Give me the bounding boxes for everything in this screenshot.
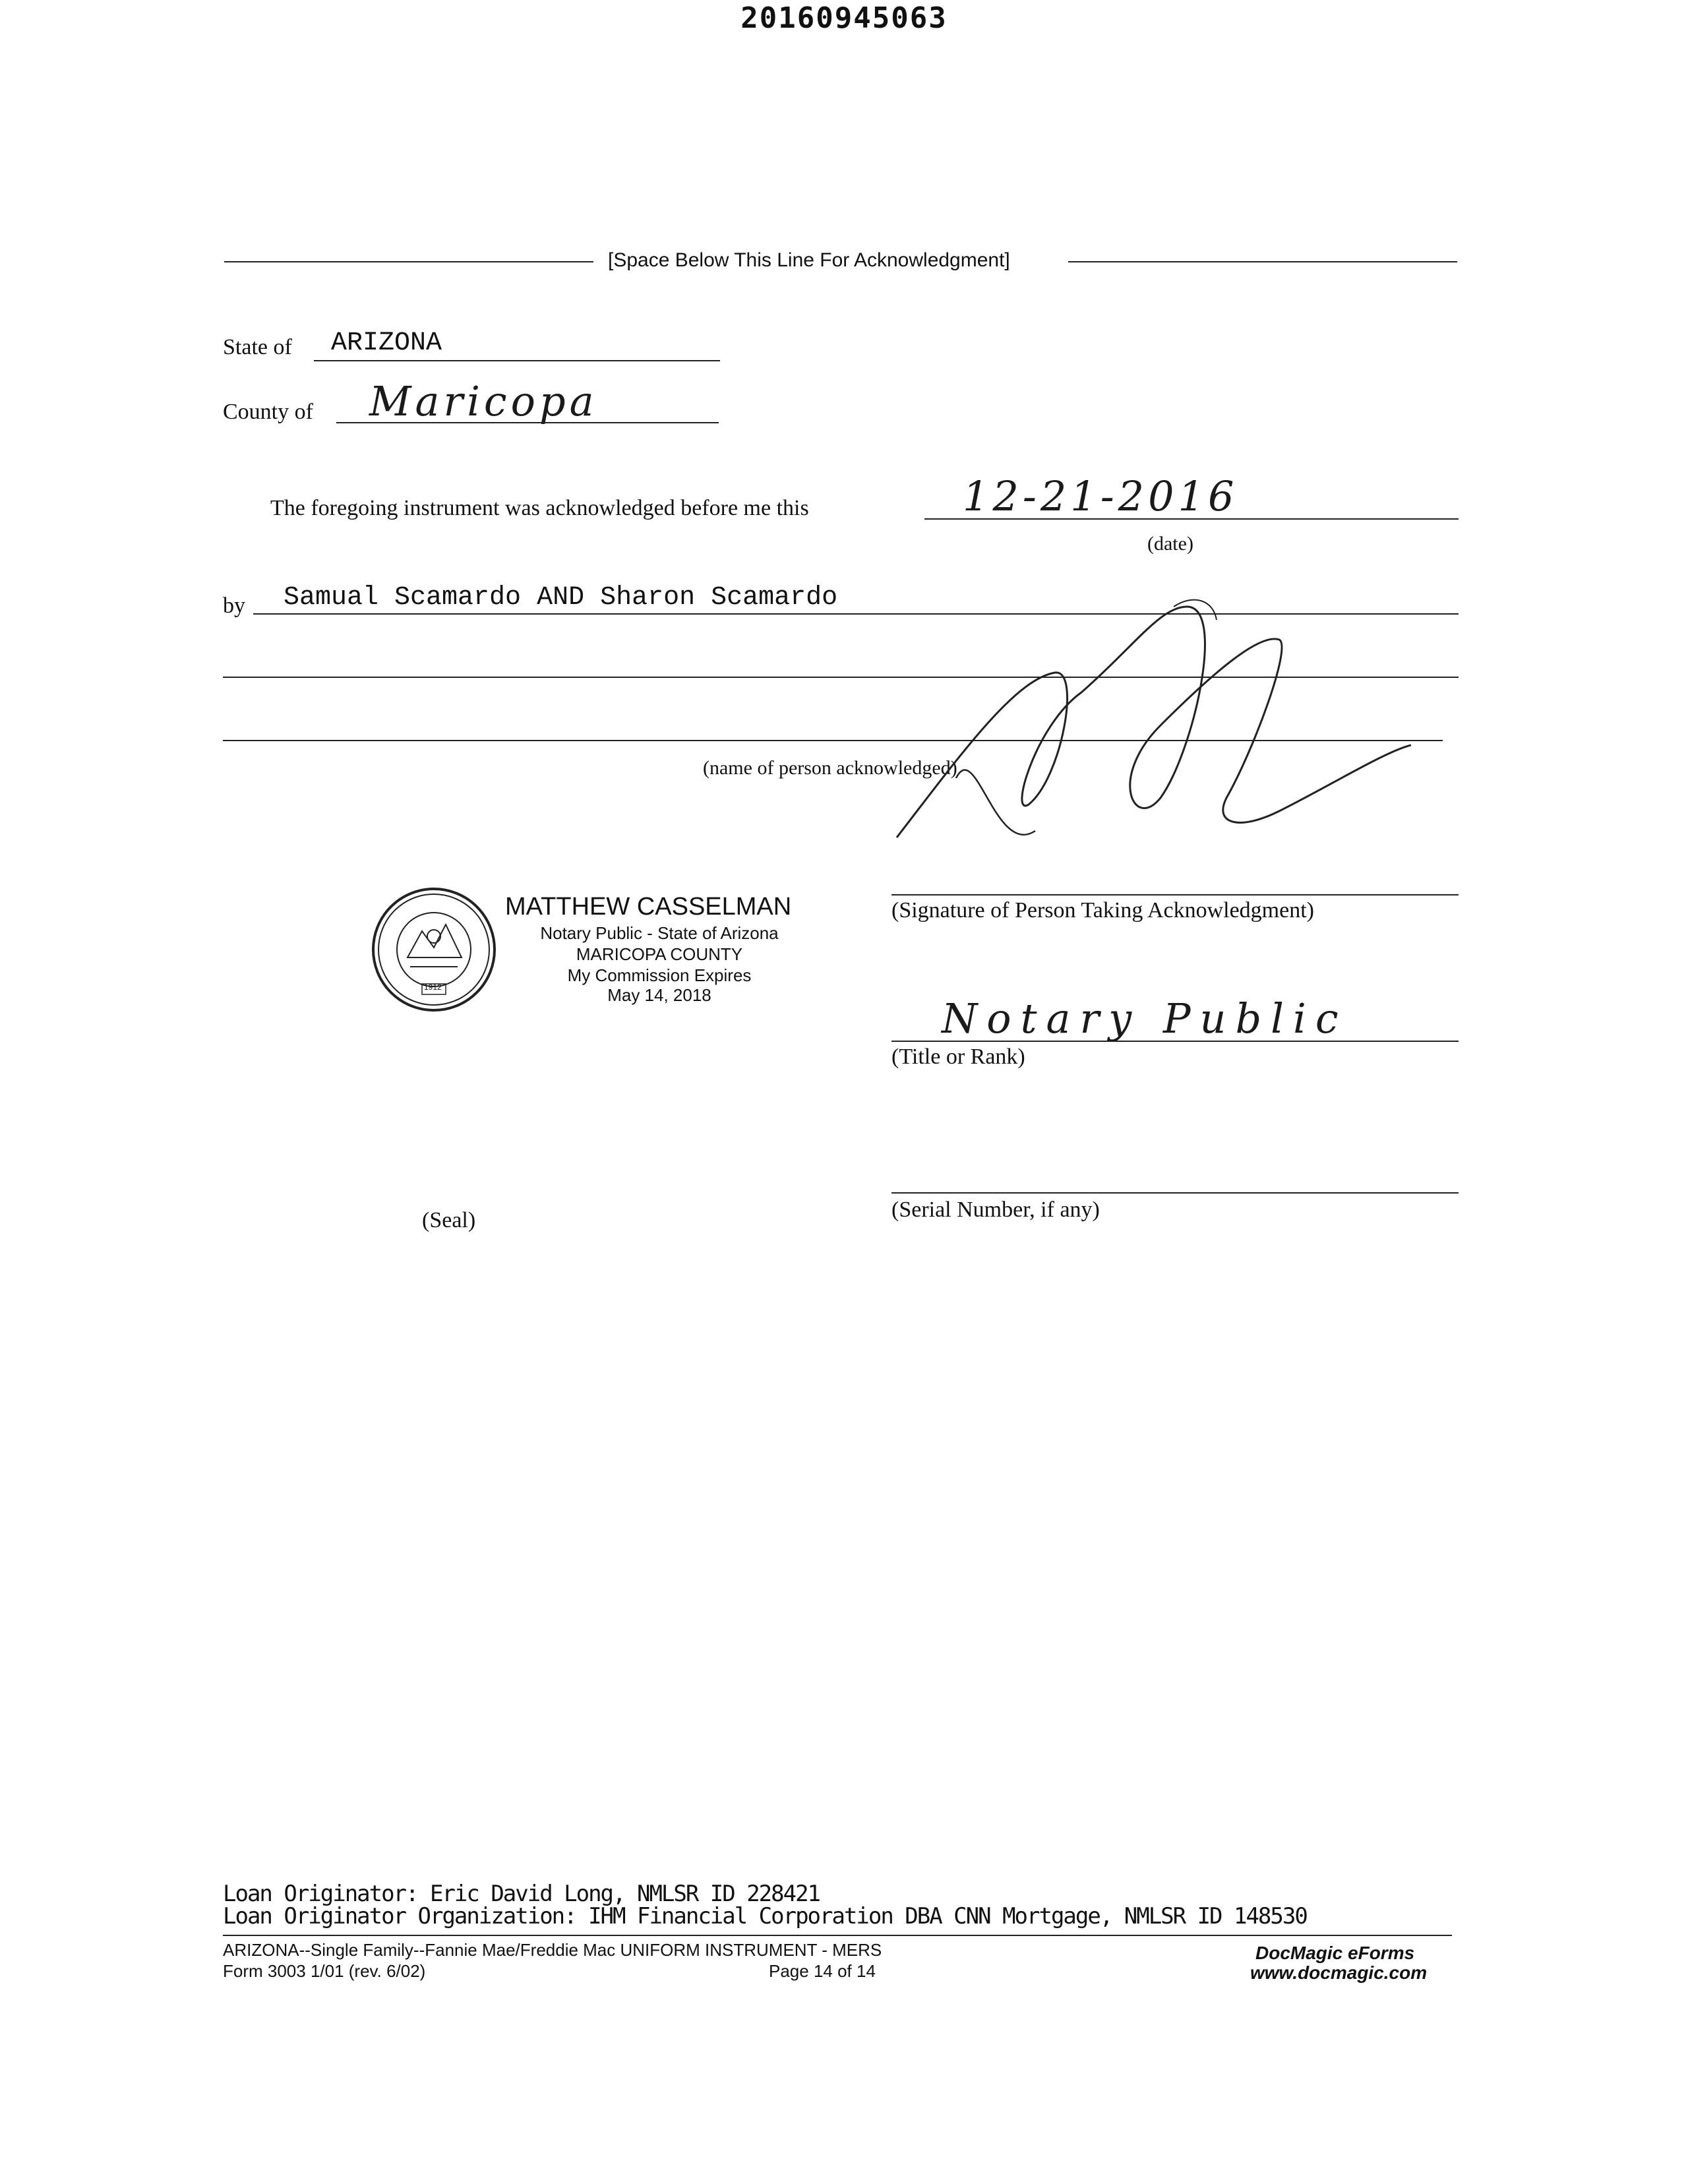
signature-line bbox=[891, 894, 1459, 895]
state-label: State of bbox=[223, 335, 292, 359]
notary-signature bbox=[884, 580, 1411, 910]
title-line bbox=[891, 1041, 1459, 1042]
title-value-handwritten: Notary Public bbox=[942, 994, 1348, 1043]
docmagic-logo: DocMagic eForms bbox=[1255, 1943, 1415, 1963]
state-value: ARIZONA bbox=[331, 328, 442, 358]
acknowledged-persons: Samual Scamardo AND Sharon Scamardo bbox=[284, 583, 838, 613]
footer-rule bbox=[223, 1935, 1452, 1936]
acknowledgment-date-handwritten: 12-21-2016 bbox=[963, 472, 1238, 520]
state-line bbox=[314, 360, 720, 361]
signature-caption: (Signature of Person Taking Acknowledgment) bbox=[891, 898, 1314, 923]
county-label: County of bbox=[223, 400, 313, 424]
notary-name: MATTHEW CASSELMAN bbox=[505, 893, 792, 921]
page-number: Page 14 of 14 bbox=[769, 1961, 876, 1981]
separator-line-left bbox=[224, 261, 593, 262]
seal-year: 1912 bbox=[424, 983, 442, 992]
separator-label: [Space Below This Line For Acknowledgment] bbox=[608, 249, 1010, 271]
name-caption: (name of person acknowledged) bbox=[703, 757, 957, 779]
county-line bbox=[336, 422, 719, 423]
loan-originator-line: Loan Originator: Eric David Long, NMLSR ID 228421 bbox=[223, 1881, 820, 1907]
notary-title-line: Notary Public - State of Arizona bbox=[540, 923, 779, 943]
recording-number: 20160945063 bbox=[740, 1, 948, 35]
separator-line-right bbox=[1068, 261, 1457, 262]
county-value-handwritten: Maricopa bbox=[369, 377, 598, 425]
date-caption: (date) bbox=[1147, 533, 1193, 555]
arizona-state-seal bbox=[369, 885, 498, 1014]
acknowledgment-text: The foregoing instrument was acknowledged before me this bbox=[270, 496, 809, 520]
date-line bbox=[924, 518, 1459, 520]
serial-line bbox=[891, 1192, 1459, 1194]
form-title: ARIZONA--Single Family--Fannie Mae/Freddie Mac UNIFORM INSTRUMENT - MERS bbox=[223, 1940, 882, 1960]
loan-originator-organization-line: Loan Originator Organization: IHM Financial Corporation DBA CNN Mortgage, NMLSR ID 148530 bbox=[223, 1903, 1307, 1929]
title-caption: (Title or Rank) bbox=[891, 1045, 1025, 1069]
notary-expiry-date: May 14, 2018 bbox=[607, 985, 711, 1005]
form-number: Form 3003 1/01 (rev. 6/02) bbox=[223, 1961, 426, 1981]
seal-caption: (Seal) bbox=[422, 1208, 476, 1232]
serial-caption: (Serial Number, if any) bbox=[891, 1198, 1100, 1222]
notary-commission-line: My Commission Expires bbox=[567, 965, 752, 985]
notary-county-line: MARICOPA COUNTY bbox=[576, 944, 743, 964]
docmagic-website: www.docmagic.com bbox=[1250, 1962, 1428, 1983]
by-label: by bbox=[223, 593, 245, 618]
